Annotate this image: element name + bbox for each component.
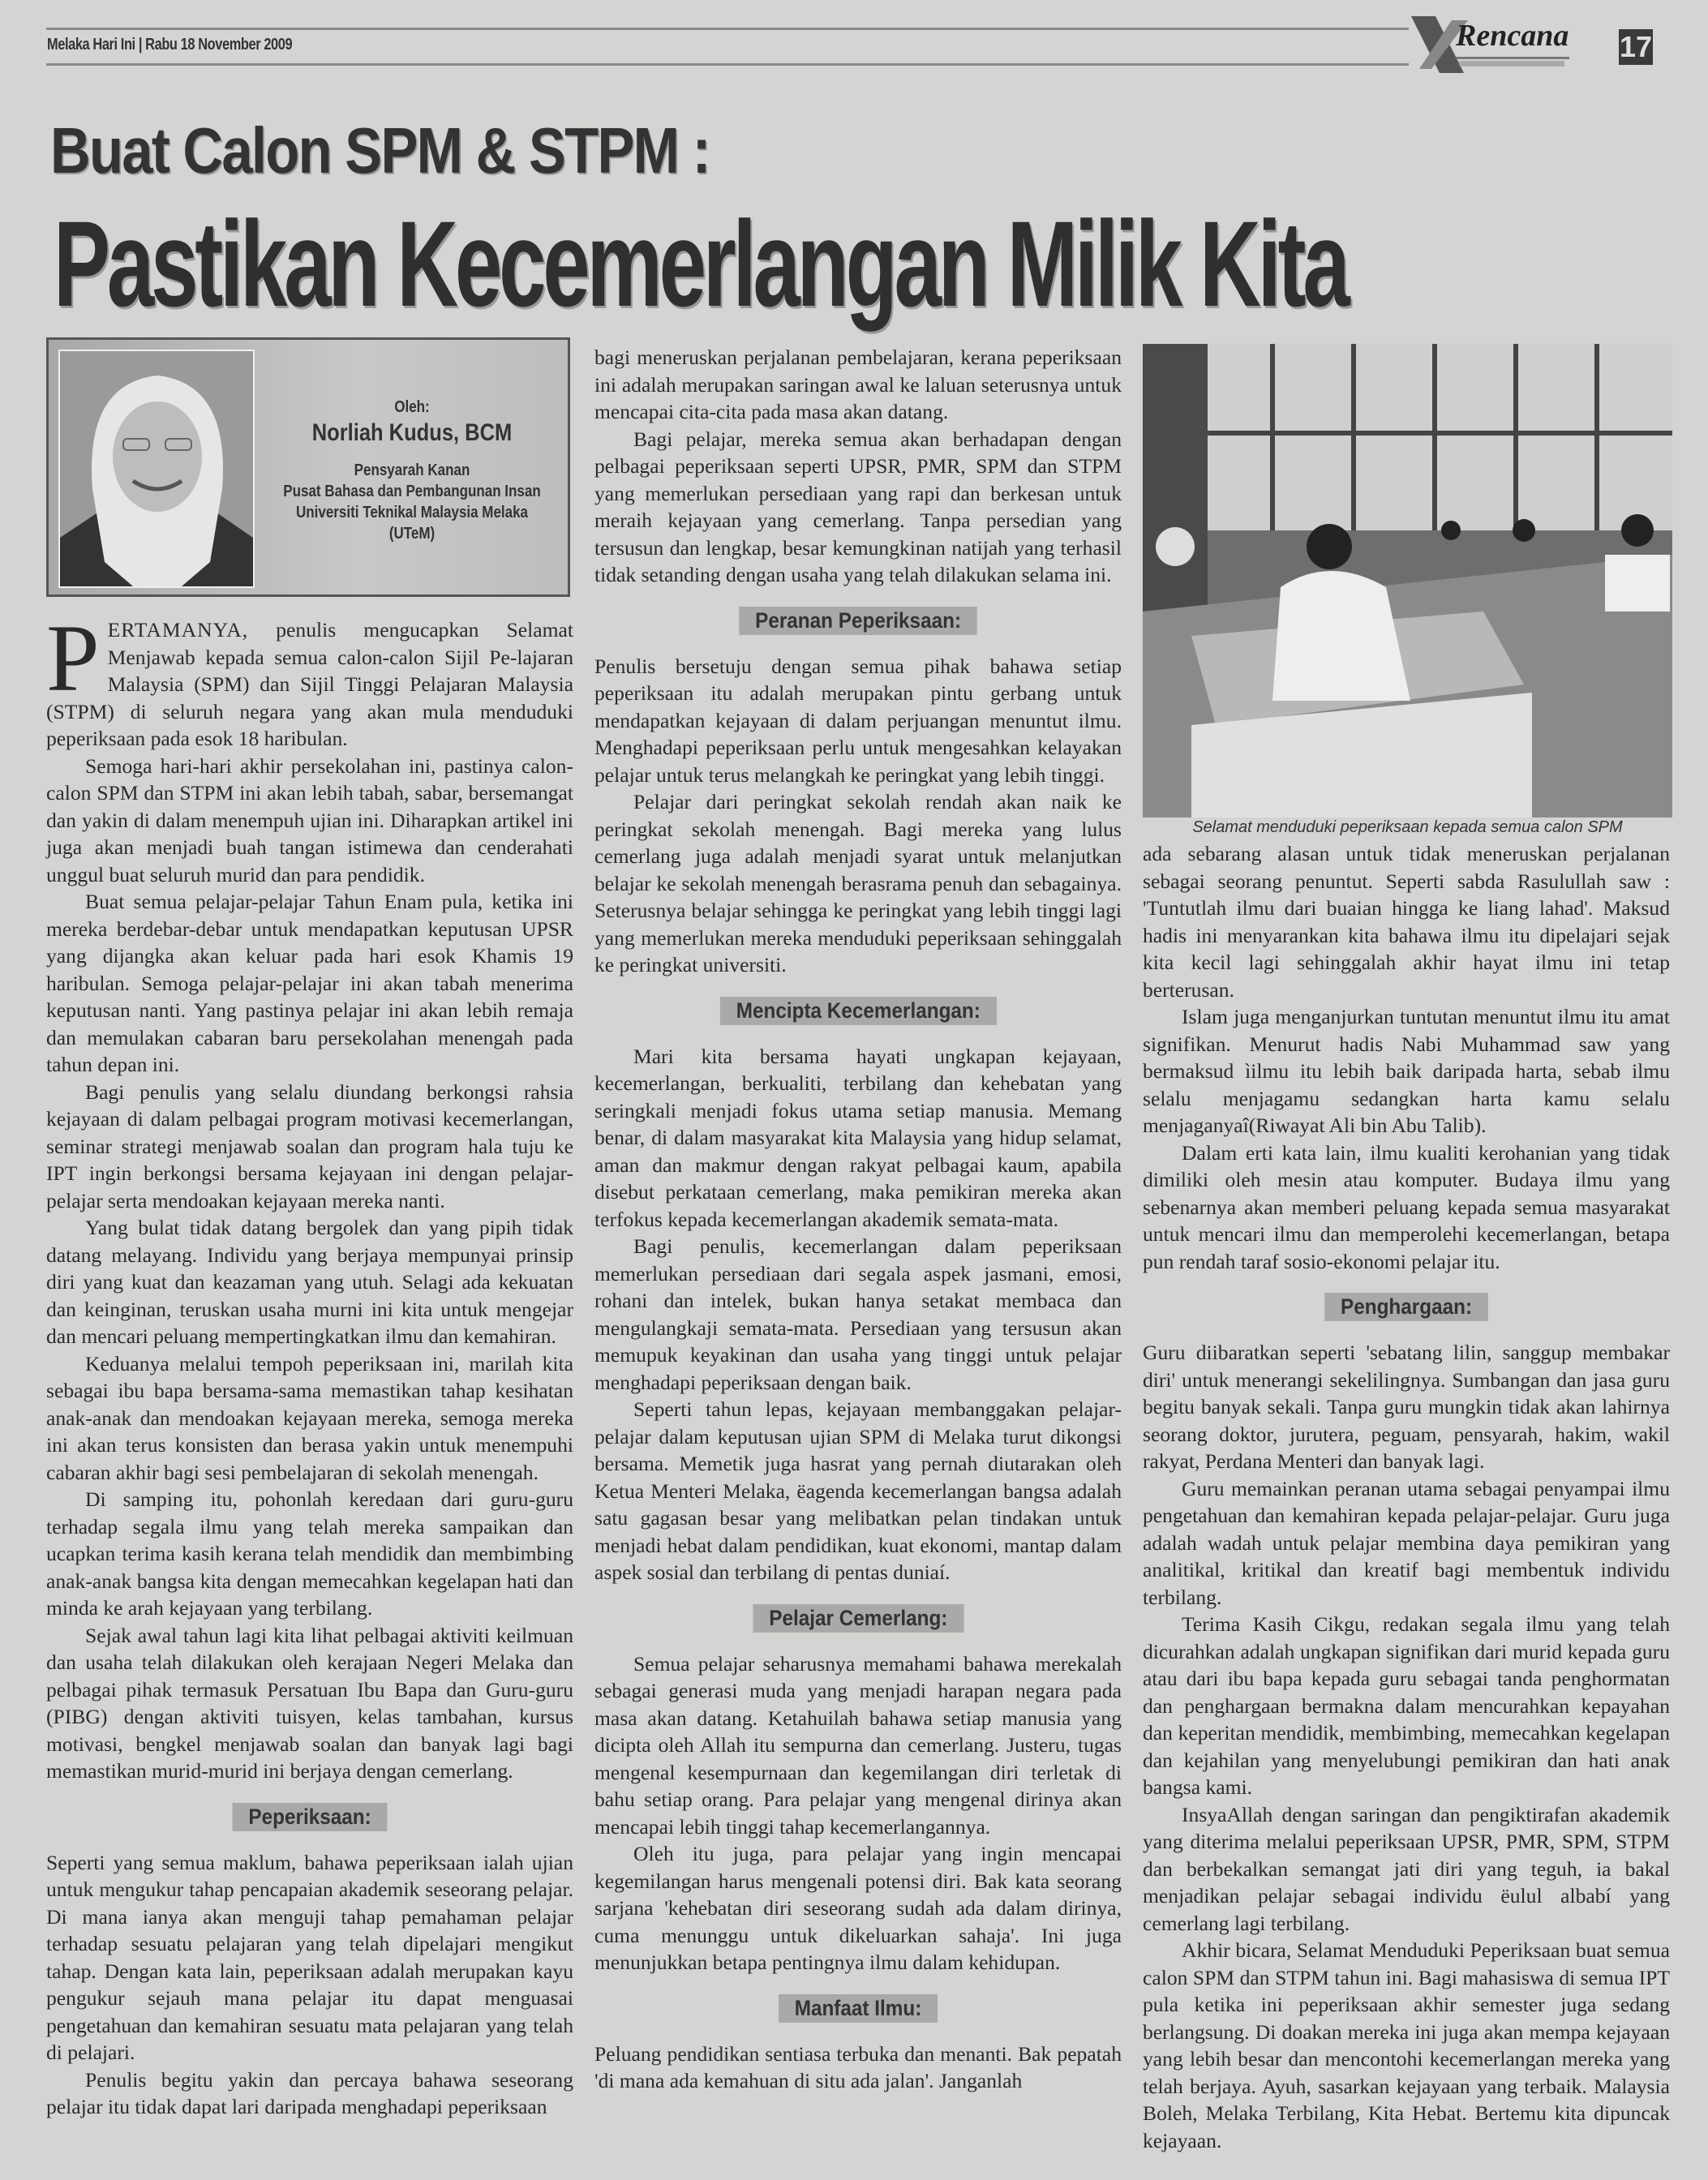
body-paragraph: Terima Kasih Cikgu, redakan segala ilmu yang telah dicurahkan adalah ungkapan signifikan dari murid kepada guru atau dari ibu bapa kepada guru sebagai tanda penghormatan dan penghargaan bermakna dalam mencurahkan kepayahan dan keperitan mendidik, membimbing, memecahkan kegelapan dan kejahilan yang menyelubungi pemikiran dan hati anak bangsa kami. <box>1143 1612 1670 1799</box>
body-paragraph: Oleh itu juga, para pelajar yang ingin mencapai kegemilangan harus mengenali potensi diri. Bak kata seorang sarjana 'kehebatan diri seseorang sudah ada dalam dirinya, cuma menunggu untuk dikeluarkan sahaja'. Ini juga menunjukkan betapa pentingnya ilmu dalam kehidupan. <box>594 1842 1122 1974</box>
body-paragraph: Seperti yang semua maklum, bahawa peperiksaan ialah ujian untuk mengukur tahap pencapaian akademik seseorang pelajar. Di mana ianya akan menguji tahap pemahaman pelajar terhadap sesuatu pelajaran yang telah dipelajari mengikut tahap. Dengan kata lain, peperiksaan adalah merupakan kayu pengukur sejauh mana pelajar itu dapat menguasai pengetahuan dan kemahiran sesuatu mata pelajaran yang telah di pelajari. <box>46 1850 573 2064</box>
body-paragraph: InsyaAllah dengan saringan dan pengiktirafan akademik yang diterima melalui peperiksaan UPSR, PMR, SPM, STPM dan berbekalkan semangat jati diri yang teguh, ia bakal menjadikan pelajar sebagai individu ëulul albabí yang cemerlang lagi terbilang. <box>1143 1802 1670 1935</box>
body-paragraph: Bagi pelajar, mereka semua akan berhadapan dengan pelbagai peperiksaan seperti UPSR, PMR, SPM dan STPM yang memerlukan persediaan yang rapi dan berkesan untuk meraih kejayaan yang cemerlang. Tanpa persedian yang tersusun dan lengkap, besar kemungkinan natijah yang terhasil tidak setanding dengan usaha yang telah dilakukan selama ini. <box>594 427 1122 586</box>
lead-text: penulis mengucapkan Selamat Menjawab kepada semua calon-calon Sijil Pe-lajaran Malaysia (SPM) dan Sijil Tinggi Pelajaran Malaysia (STPM) di seluruh negara yang akan mula menduduki peperiksaan pada esok 18 haribulan. <box>46 618 573 750</box>
body-paragraph: Peluang pendidikan sentiasa terbuka dan menanti. Bak pepatah 'di mana ada kemahuan di situ ada jalan'. Janganlah <box>594 2041 1122 2092</box>
headline-title: Pastikan Kecemerlangan Milik Kita <box>54 195 1347 332</box>
section-heading: Peperiksaan: <box>233 1803 388 1831</box>
author-university: Universiti Teknikal Malaysia Melaka <box>296 504 528 521</box>
body-paragraph: Mari kita bersama hayati ungkapan kejayaan, kecemerlangan, berkualiti, terbilang dan kehebatan yang seringkali menjadi fokus utama setiap manusia. Memang benar, di dalam masyarakat kita Malaysia yang hidup selamat, aman dan makmur dengan rakyat pelbagai kaum, apabila disebut perkataan cemerlang, maka pemikiran mereka akan terfokus kepada kecemerlangan akademik semata-mata. <box>594 1044 1122 1231</box>
section-heading: Mencipta Kecemerlangan: <box>720 997 997 1025</box>
body-paragraph: Islam juga menganjurkan tuntutan menuntut ilmu itu amat signifikan. Menurut hadis Nabi Muhammad saw yang bermaksud ìilmu itu lebih baik daripada harta, sebab ilmu selalu menjagamu sedangkan harta kamu selalu menjaganyaî(Riwayat Ali bin Abu Talib). <box>1143 1005 1670 1137</box>
publication-dateline: Melaka Hari Ini | Rabu 18 November 2009 <box>47 36 293 54</box>
author-university-abbr: (UTeM) <box>388 525 436 543</box>
header-rule-bottom <box>46 63 1409 66</box>
body-paragraph: Semua pelajar seharusnya memahami bahawa merekalah sebagai generasi muda yang menjadi harapan negara pada masa akan datang. Ketahuilah bahawa setiap manusia yang dicipta oleh Allah itu sempurna dan cemerlang. Justeru, tugas mengenal kesempurnaan dan kegemilangan diri terletak di bahu setiap orang. Para pelajar yang mengenal dirinya akan mencapai lebih tinggi tahap kecemerlangannya. <box>594 1651 1122 1839</box>
lead-word: ERTAMANYA, <box>107 618 249 642</box>
body-paragraph: Guru diibaratkan seperti 'sebatang lilin, sanggup membakar diri' untuk menerangi sekelilingnya. Sumbangan dan jasa guru begitu banyak sekali. Tanpa guru mungkin tidak akan lahirnya seorang doktor, jurutera, peguam, pensyarah, hakim, wakil rakyat, Perdana Menteri dan banyak lagi. <box>1143 1341 1670 1473</box>
author-department: Pusat Bahasa dan Pembangunan Insan <box>283 483 541 500</box>
body-paragraph: Semoga hari-hari akhir persekolahan ini, pastinya calon-calon SPM dan STPM ini akan lebih tabah, sabar, bersemangat dan yakin di dalam menempuh ujian ini. Diharapkan artikel ini juga akan menjadi buah tangan istimewa dan cenderahati unggul buat seluruh murid dan para pendidik. <box>46 753 573 886</box>
article-column-3 <box>1143 840 1670 2154</box>
body-paragraph: Penulis begitu yakin dan percaya bahawa seseorang pelajar itu tidak dapat lari daripada menghadapi peperiksaan <box>46 2067 573 2118</box>
page-number: 17 <box>1619 30 1653 63</box>
body-paragraph: Bagi penulis yang selalu diundang berkongsi rahsia kejayaan di dalam pelbagai program motivasi kecemerlangan, seminar strategi menjawab soalan dan program hala tuju ke IPT ingin berkongsi bersama kejayaan ini dengan pelajar-pelajar serta mendoakan kejayaan mereka nanti. <box>46 1079 573 1212</box>
body-paragraph: Yang bulat tidak datang bergolek dan yang pipih tidak datang melayang. Individu yang berjaya mempunyai prinsip diri yang kuat dan keazaman yang utuh. Selagi ada kekuatan dan keinginan, teruskan usaha murni ini kita untuk mengejar dan mencari peluang mempertingkatkan ilmu dan kemahiran. <box>46 1216 573 1348</box>
author-photo <box>58 350 255 588</box>
body-paragraph: Akhir bicara, Selamat Menduduki Peperiksaan buat semua calon SPM dan STPM tahun ini. Bagi mahasiswa di semua IPT pula ketika ini peperiksaan akhir semester juga sedang berlangsung. Di doakan mereka ini juga akan mempa kejayaan yang lebih besar dan mencontohi kecemerlangan mereka yang telah berjaya. Ayuh, sasarkan kejayaan yang terbaik. Malaysia Boleh, Melaka Terbilang, Kita Hebat. Bertemu kita dipuncak kejayaan. <box>1143 1938 1670 2152</box>
header-rule-top <box>46 28 1409 30</box>
author-name: Norliah Kudus, BCM <box>311 419 513 446</box>
section-heading: Manfaat Ilmu: <box>779 1994 938 2023</box>
body-paragraph: Bagi penulis, kecemerlangan dalam peperiksaan memerlukan persediaan dari segala aspek jasmani, emosi, rohani dan intelek, bukan hanya setakat membaca dan mengulangkaji semata-mata. Persediaan yang tersusun akan memupuk keyakinan dan usaha yang tinggi untuk pelajar menghadapi peperiksaan dengan baik. <box>594 1234 1122 1394</box>
section-heading: Peranan Peperiksaan: <box>739 607 977 635</box>
body-paragraph: ada sebarang alasan untuk tidak meneruskan perjalanan sebagai seorang penuntut. Seperti sabda Rasulullah saw : 'Tuntutlah ilmu dari buaian hingga ke liang lahad'. Maksud hadis ini menyarankan kita bahawa ilmu itu dipelajari sejak kita kecil lagi sehinggalah akhir hayat ilmu ini tetap berterusan. <box>1143 842 1670 1002</box>
article-column-2 <box>594 344 1122 2095</box>
body-paragraph: Penulis bersetuju dengan semua pihak bahawa setiap peperiksaan itu adalah merupakan pintu gerbang untuk mendapatkan kejayaan di dalam perjuangan menuntut ilmu. Menghadapi peperiksaan perlu untuk mengesahkan kelayakan pelajar untuk terus melangkah ke peringkat yang lebih tinggi. <box>594 654 1122 787</box>
lead-paragraph <box>46 605 573 753</box>
section-heading: Penghargaan: <box>1324 1293 1488 1321</box>
exam-hall-photo <box>1143 344 1672 818</box>
body-paragraph: bagi meneruskan perjalanan pembelajaran, kerana peperiksaan ini adalah merupakan saringan awal ke laluan seterusnya untuk mencapai cita-cita pada masa akan datang. <box>594 345 1122 423</box>
body-paragraph: Di samping itu, pohonlah keredaan dari guru-guru terhadap segala ilmu yang telah mereka sampaikan dan ucapkan terima kasih kerana telah mendidik dan membimbing anak-anak bangsa kita dengan memecahkan kegelapan hati dan minda ke arah kejayaan yang terbilang. <box>46 1487 573 1620</box>
body-paragraph: Pelajar dari peringkat sekolah rendah akan naik ke peringkat sekolah menengah. Bagi mereka yang lulus cemerlang juga adalah menjadi syarat untuk melanjutkan belajar ke sekolah menengah berasrama penuh dan sebagainya. Seterusnya belajar sehingga ke peringkat yang lebih tinggi lagi yang memerlukan mereka menduduki peperiksaan sehinggalah ke peringkat universiti. <box>594 790 1122 976</box>
author-position: Pensyarah Kanan <box>354 461 470 479</box>
body-paragraph: Guru memainkan peranan utama sebagai penyampai ilmu pengetahuan dan kemahiran kepada pelajar-pelajar. Guru juga adalah wadah untuk pelajar membina daya pemikiran yang analitikal, kritikal dan kreatif bagi membentuk individu terbilang. <box>1143 1476 1670 1609</box>
section-label-reflection-icon <box>1456 55 1577 68</box>
photo-caption: Selamat menduduki peperiksaan kepada semua calon SPM <box>1192 818 1623 836</box>
body-paragraph: Seperti tahun lepas, kejayaan membanggakan pelajar-pelajar dalam keputusan ujian SPM di Melaka turut dikongsi bersama. Memetik juga hasrat yang pernah diutarakan oleh Ketua Menteri Melaka, ëagenda kecemerlangan bangsa adalah satu gagasan besar yang melibatkan pelan tindakan untuk menjadi hebat dalam pendidikan, kuat ekonomi, mantap dalam aspek sosial dan terbilang di pentas duniaí. <box>594 1397 1122 1584</box>
section-heading: Pelajar Cemerlang: <box>753 1604 963 1633</box>
drop-cap: P <box>46 605 100 711</box>
body-paragraph: Sejak awal tahun lagi kita lihat pelbagai aktiviti keilmuan dan usaha telah dilakukan oleh kerajaan Negeri Melaka dan pelbagai pihak termasuk Persatuan Ibu Bapa dan Guru-guru (PIBG) dengan aktiviti tuisyen, kelas tambahan, kursus motivasi, bengkel menjawab soalan dan banyak lagi bagi memastikan murid-murid ini berjaya dengan cemerlang. <box>46 1623 573 1783</box>
body-paragraph: Dalam erti kata lain, ilmu kualiti kerohanian yang tidak dimiliki oleh mesin atau komputer. Budaya ilmu yang sebenarnya akan memberi peluang kepada semua masyarakat untuk mencari ilmu dan memperolehi kecemerlangan, betapa pun rendah taraf sosio-ekonomi pelajar itu. <box>1143 1140 1670 1273</box>
author-by: Oleh: <box>394 398 430 416</box>
author-info <box>258 397 566 544</box>
body-paragraph: Buat semua pelajar-pelajar Tahun Enam pula, ketika ini mereka berdebar-debar untuk mendapatkan keputusan UPSR yang dijangka akan keluar pada hari esok Khamis 19 haribulan. Semoga pelajar-pelajar ini akan tabah menerima keputusan nanti. Yang pastinya pelajar ini akan lebih remaja dan memulakan cabaran baru persekolahan menengah pada tahun depan ini. <box>46 890 573 1076</box>
headline-kicker: Buat Calon SPM & STPM : <box>50 114 710 187</box>
author-box <box>46 337 570 597</box>
body-paragraph: Keduanya melalui tempoh peperiksaan ini, marilah kita sebagai ibu bapa bersama-sama memastikan tahap kesihatan anak-anak dan mendoakan kejayaan mereka, semoga mereka ini akan terus konsisten dan berasa yakin untuk menempuhi cabaran akhir bagi sesi pembelajaran di sekolah menengah. <box>46 1351 573 1484</box>
article-column-1 <box>46 605 573 2121</box>
section-label: Rencana <box>1456 19 1569 53</box>
